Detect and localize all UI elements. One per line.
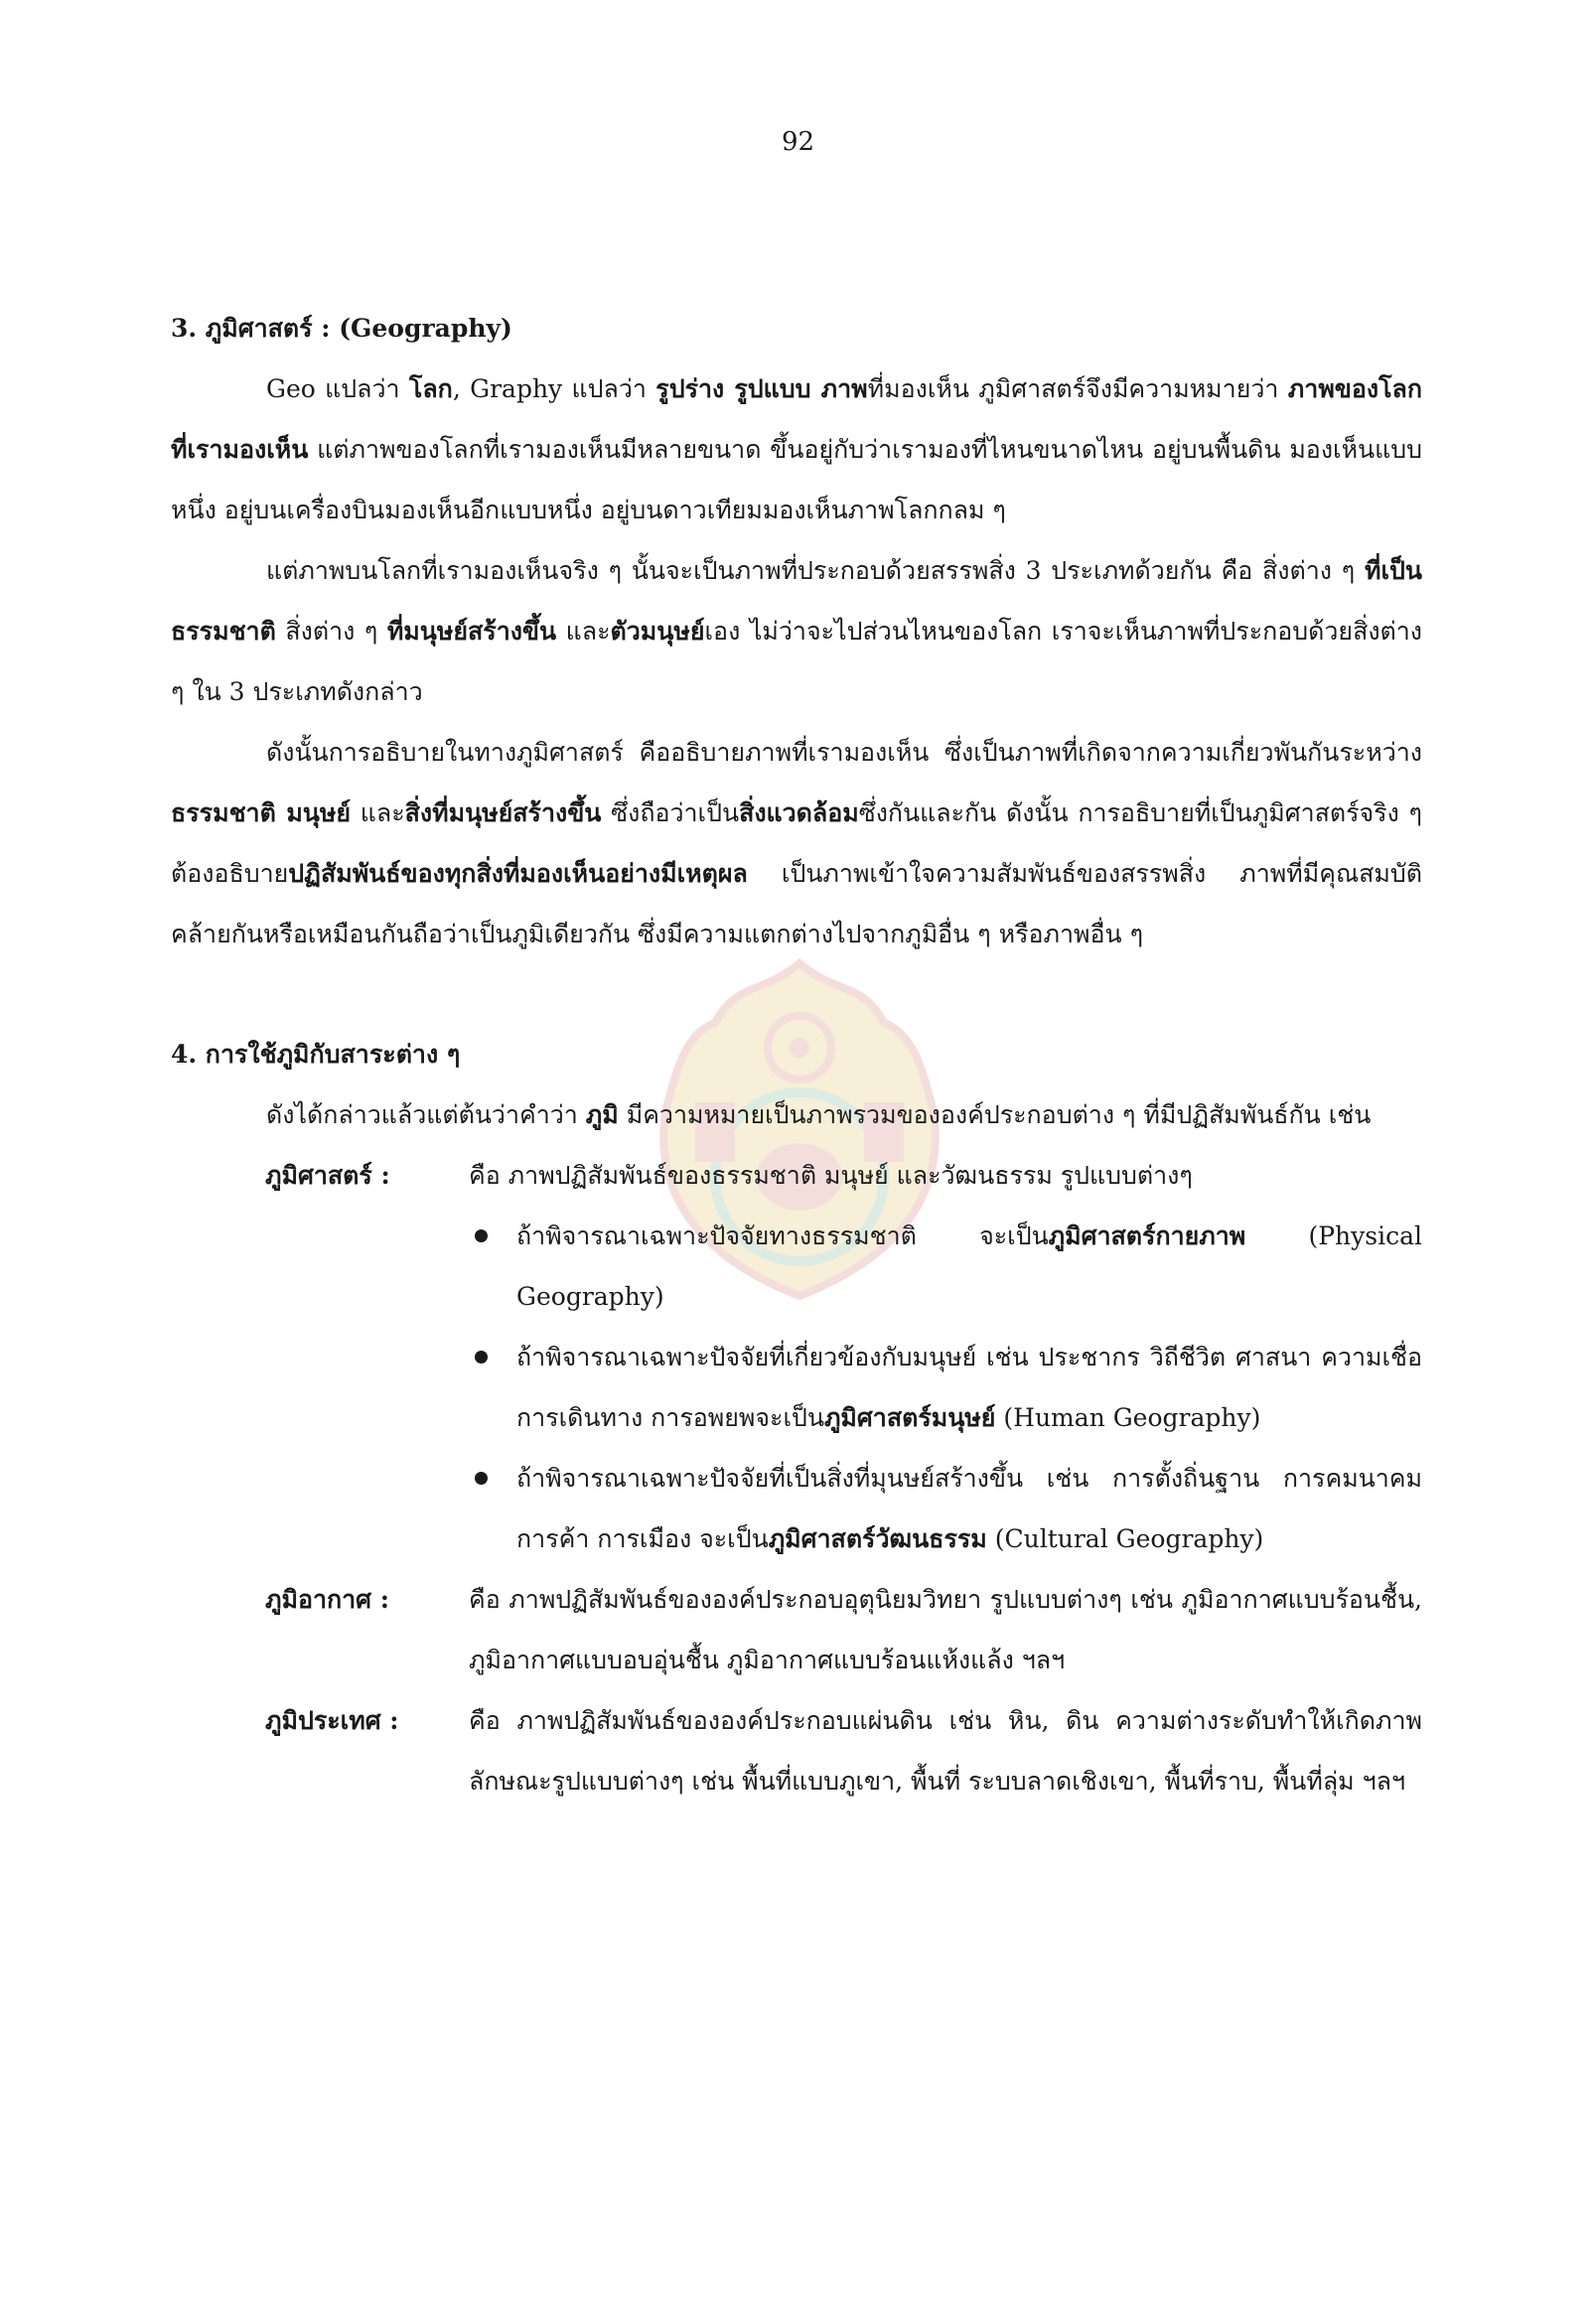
text-run: ดังได้กล่าวแล้วแต่ต้นว่าคำว่า: [266, 1100, 586, 1129]
bold-term: ภูมิศาสตร์วัฒนธรรม: [768, 1524, 987, 1553]
definition-list: [171, 1145, 1422, 1811]
bullet-item: [469, 1327, 1422, 1448]
text-run: และ: [351, 798, 405, 827]
page-number: 92: [781, 127, 815, 157]
text-run: มีความหมายเป็นภาพรวมขององค์ประกอบต่าง ๆ ที่มีปฏิสัมพันธ์กัน เช่น: [618, 1100, 1372, 1129]
definition-term: ภูมิประเทศ :: [265, 1706, 399, 1735]
definition-term: ภูมิศาสตร์ :: [265, 1161, 390, 1190]
definition-text: [469, 1145, 1422, 1206]
text-run: เป็นภาพเข้าใจความสัมพันธ์ของสรรพสิ่ง ภาพที่มีคุณสมบัติคล้ายกันหรือเหมือนกันถือว่าเป็นภูมิเดียวกัน ซึ่งมีความแตกต่างไปจากภูมิอื่น ๆ หรือภาพอื่น ๆ: [171, 859, 1422, 948]
bold-term: สิ่งที่มนุษย์สร้างขึ้น: [404, 798, 602, 827]
bold-term: ธรรมชาติ มนุษย์: [171, 798, 352, 827]
bullet-item: [469, 1448, 1422, 1569]
section-4-intro: [171, 1084, 1422, 1145]
text-run: เอง ไม่ว่าจะไปส่วนไหนของโลก เราจะเห็นภาพที่ประกอบด้วยสิ่งต่าง ๆ ใน 3 ประเภทดังกล่าว: [171, 617, 1423, 706]
bold-term: ภาพของโลกที่เรามองเห็น: [171, 374, 1422, 464]
section-4-heading: 4. การใช้ภูมิกับสาระต่าง ๆ: [171, 1040, 461, 1069]
bullet-list: [469, 1206, 1422, 1569]
text-run: ถ้าพิจารณาเฉพาะปัจจัยทางธรรมชาติ จะเป็น: [516, 1222, 1049, 1250]
definition-item: [171, 1569, 1422, 1690]
text-run: คือ ภาพปฏิสัมพันธ์ขององค์ประกอบแผ่นดิน เช่น หิน, ดิน ความต่างระดับทำให้เกิดภาพลักษณะรูปแบบต่างๆ เช่น พื้นที่แบบภูเขา, พื้นที่ ระบบลาดเชิงเขา, พื้นที่ราบ, พื้นที่ลุ่ม ฯลฯ: [469, 1706, 1422, 1796]
definition-term: ภูมิอากาศ :: [265, 1585, 389, 1614]
text-run: ดังนั้นการอธิบายในทางภูมิศาสตร์ คืออธิบายภาพที่เรามองเห็น ซึ่งเป็นภาพที่เกิดจากความเกี่ยวพันกันระหว่าง: [266, 738, 1422, 767]
text-run: สิ่งต่าง ๆ: [275, 617, 387, 646]
bold-term: รูปร่าง รูปแบบ ภาพ: [655, 374, 868, 403]
bold-term: ที่เป็นธรรมชาติ: [171, 556, 1422, 646]
section-3-heading: 3. ภูมิศาสตร์ : (Geography): [171, 314, 512, 343]
definition-text: [469, 1690, 1422, 1811]
bold-term: โลก: [408, 374, 453, 403]
bold-term: ภูมิศาสตร์กายภาพ: [1048, 1222, 1246, 1250]
definition-item: [171, 1145, 1422, 1569]
text-run: (Cultural Geography): [986, 1524, 1264, 1553]
text-run: คือ ภาพปฏิสัมพันธ์ขององค์ประกอบอุตุนิยมวิทยา รูปแบบต่างๆ เช่น ภูมิอากาศแบบร้อนชื้น, ภูมิอากาศแบบอบอุ่นชื้น ภูมิอากาศแบบร้อนแห้งแล้ง ฯลฯ: [469, 1585, 1422, 1674]
definition-item: [171, 1690, 1422, 1811]
bold-term: ภูมิ: [585, 1100, 619, 1129]
text-run: ที่มองเห็น ภูมิศาสตร์จึงมีความหมายว่า: [867, 374, 1288, 403]
bold-term: สิ่งแวดล้อม: [739, 798, 859, 827]
text-run: ถ้าพิจารณาเฉพาะปัจจัยที่เป็นสิ่งที่มุนษย์สร้างขึ้น เช่น การตั้งถิ่นฐาน การคมนาคม การค้า การเมือง จะเป็น: [516, 1464, 1422, 1553]
definition-text: [469, 1569, 1422, 1690]
definition-body: [469, 1145, 1422, 1569]
section-3-paragraph-1: [171, 359, 1422, 540]
text-run: แต่ภาพบนโลกที่เรามองเห็นจริง ๆ นั้นจะเป็นภาพที่ประกอบด้วยสรรพสิ่ง 3 ประเภทด้วยกัน คือ สิ่งต่าง ๆ: [266, 556, 1366, 585]
text-run: Geo แปลว่า: [266, 374, 409, 403]
text-run: แต่ภาพของโลกที่เรามองเห็นมีหลายขนาด ขึ้นอยู่กับว่าเรามองที่ไหนขนาดไหน อยู่บนพื้นดิน มองเห็นแบบหนึ่ง อยู่บนเครื่องบินมองเห็นอีกแบบหนึ่ง อยู่บนดาวเทียมมองเห็นภาพโลกกลม ๆ: [171, 435, 1422, 524]
bold-term: ที่มนุษย์สร้างขึ้น: [386, 617, 557, 646]
text-run: คือ ภาพปฏิสัมพันธ์ของธรรมชาติ มนุษย์ และวัฒนธรรม รูปแบบต่างๆ: [469, 1161, 1193, 1190]
text-run: ถ้าพิจารณาเฉพาะปัจจัยที่เกี่ยวข้องกับมนุษย์ เช่น ประชากร วิถีชีวิต ศาสนา ความเชื่อ การเดินทาง การอพยพจะเป็น: [516, 1343, 1423, 1432]
text-run: ซึ่งกันและกัน ดังนั้น การอธิบายที่เป็นภูมิศาสตร์จริง ๆ ต้องอธิบาย: [171, 798, 1422, 888]
text-run: (Physical Geography): [516, 1222, 1422, 1311]
section-3-paragraph-3: [171, 722, 1422, 964]
text-run: (Human Geography): [995, 1403, 1261, 1432]
definition-body: [469, 1569, 1422, 1690]
text-run: , Graphy แปลว่า: [452, 374, 656, 403]
section-3-paragraph-2: [171, 540, 1422, 722]
definition-body: [469, 1690, 1422, 1811]
bullet-item: [469, 1206, 1422, 1327]
bold-term: ภูมิศาสตร์มนุษย์: [823, 1403, 996, 1432]
text-run: และ: [556, 617, 611, 646]
page-content: [171, 298, 1422, 1811]
text-run: ซึ่งถือว่าเป็น: [601, 798, 740, 827]
bold-term: ตัวมนุษย์: [610, 617, 705, 646]
bold-term: ปฏิสัมพันธ์ของทุกสิ่งที่มองเห็นอย่างมีเหตุผล: [288, 859, 748, 888]
